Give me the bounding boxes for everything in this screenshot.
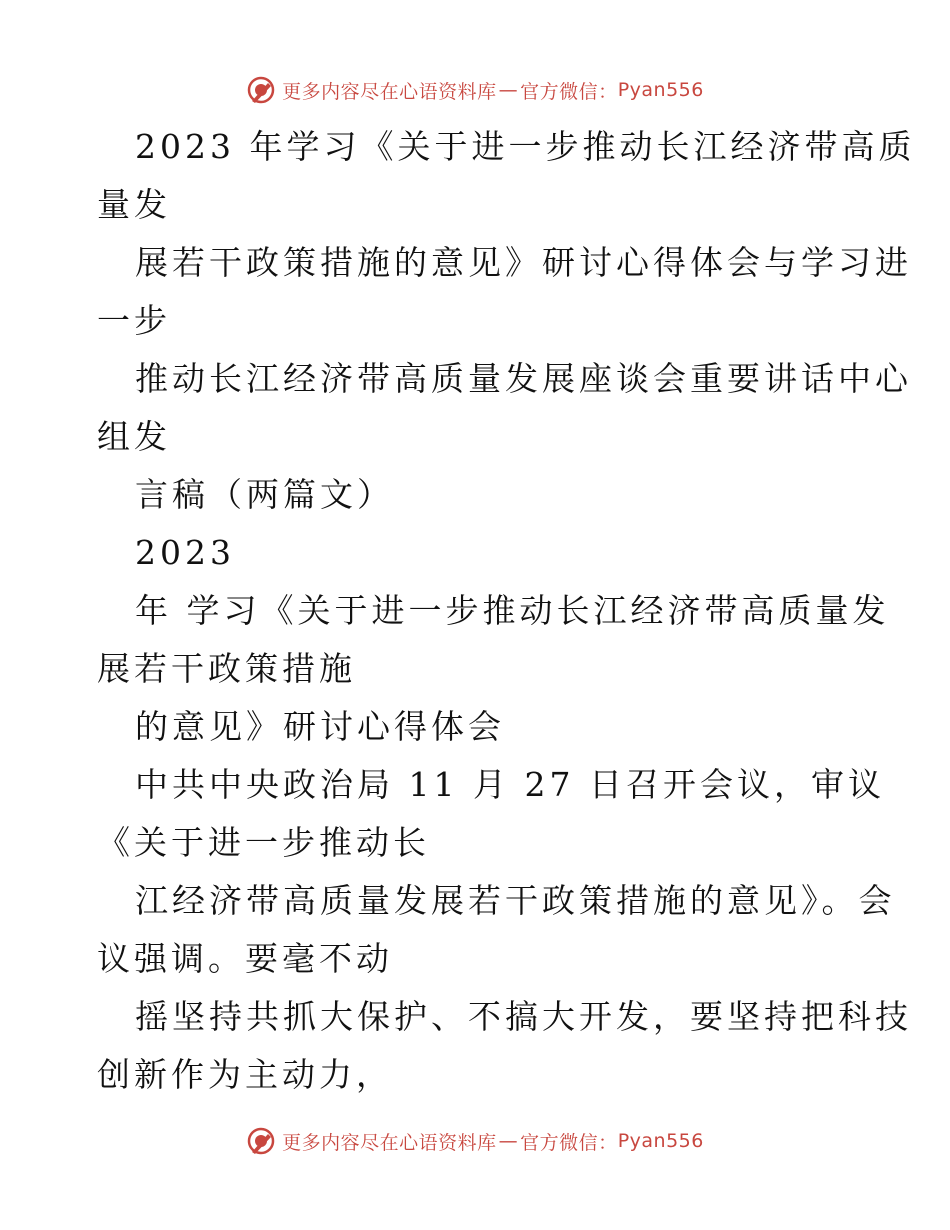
watermark-wechat-id: Pyan556: [617, 79, 704, 101]
paragraph-line: 《关于进一步推动长: [97, 823, 430, 862]
paragraph-line: 言稿（两篇文）: [135, 475, 394, 514]
paragraph-line: 一步: [97, 301, 171, 340]
watermark-text: 更多内容尽在心语资料库: [282, 80, 497, 103]
watermark-dash: —: [498, 1130, 519, 1152]
footer-watermark: [0, 1121, 950, 1161]
paragraph-line: 展若干政策措施的意见》研讨心得体会与学习进: [135, 243, 912, 282]
paragraph-line: 创新作为主动力，: [97, 1055, 393, 1094]
watermark-wechat-id: Pyan556: [617, 1130, 704, 1152]
paragraph-line: 展若干政策措施: [97, 649, 356, 688]
paragraph-line: 的意见》研讨心得体会: [135, 707, 505, 746]
paragraph-line: 中共中央政治局 11 月 27 日召开会议，审议: [135, 765, 885, 804]
watermark-dash: —: [498, 79, 519, 101]
paragraph-line: 江经济带高质量发展若干政策措施的意见》。会: [135, 881, 896, 920]
watermark-wechat-label: 官方微信：: [520, 1131, 618, 1154]
paragraph-line: 年 学习《关于进一步推动长江经济带高质量发: [135, 591, 890, 630]
paragraph-line: 量发: [97, 185, 171, 224]
header-watermark: [0, 70, 950, 110]
paragraph-line: 组发: [97, 417, 171, 456]
paragraph-line: 推动长江经济带高质量发展座谈会重要讲话中心: [135, 359, 912, 398]
pen-logo-icon: [246, 1126, 276, 1156]
watermark-text: 更多内容尽在心语资料库: [282, 1131, 497, 1154]
paragraph-line: 2023 年学习《关于进一步推动长江经济带高质: [135, 127, 916, 166]
paragraph-line: 2023: [135, 533, 235, 572]
watermark-wechat-label: 官方微信：: [520, 80, 618, 103]
document-body: [97, 118, 916, 1104]
paragraph-line: 议强调。要毫不动: [97, 939, 393, 978]
pen-logo-icon: [246, 75, 276, 105]
paragraph-line: 摇坚持共抓大保护、不搞大开发，要坚持把科技: [135, 997, 912, 1036]
